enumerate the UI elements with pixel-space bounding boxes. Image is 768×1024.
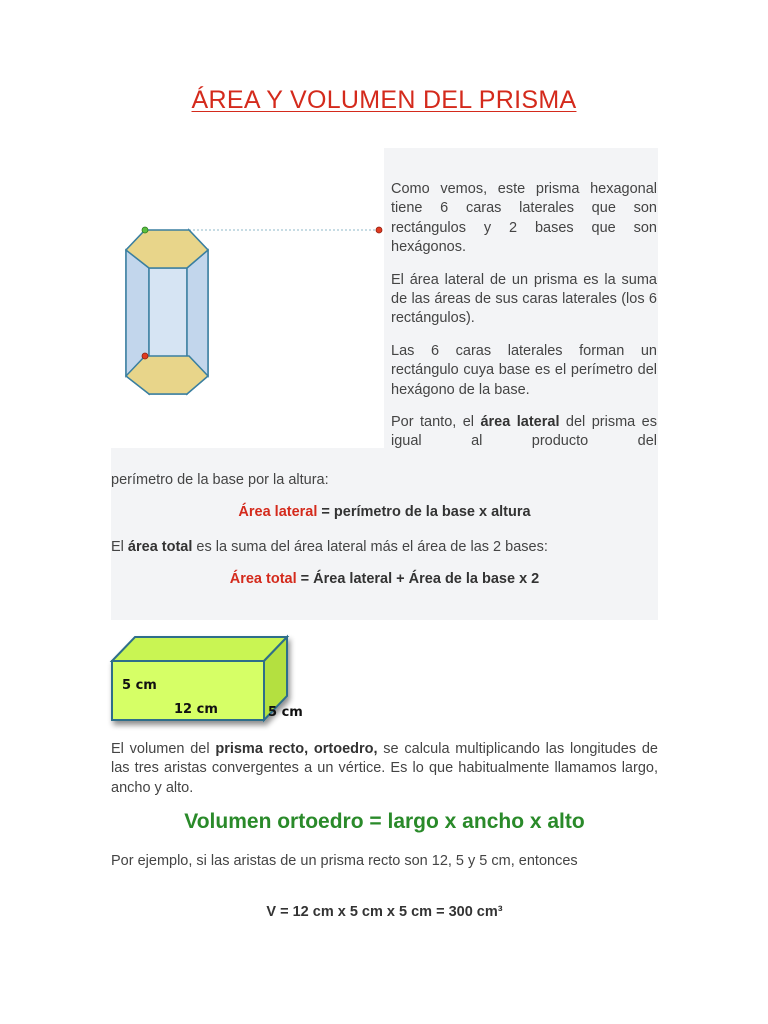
box-label-depth: 5 cm bbox=[268, 705, 303, 720]
intro-paragraph-3: Las 6 caras laterales forman un rectángulo cuya base es el perímetro del hexágono de la base. bbox=[391, 342, 657, 398]
total-text-start: El bbox=[111, 539, 128, 555]
formula-lateral-term: Área lateral bbox=[238, 504, 318, 520]
intro-paragraph-4-continuation: perímetro de la base por la altura: bbox=[111, 472, 329, 488]
example-paragraph: Por ejemplo, si las aristas de un prisma recto son 12, 5 y 5 cm, entonces bbox=[111, 853, 578, 869]
formula-lateral-rest: = perímetro de la base x altura bbox=[317, 504, 531, 520]
intro-p4-end: del prisma es igual al producto del bbox=[391, 414, 657, 450]
volume-text-bold: prisma recto, ortoedro, bbox=[215, 741, 378, 757]
box-label-height: 5 cm bbox=[122, 678, 157, 693]
total-text-bold: área total bbox=[127, 539, 193, 555]
total-text-end: es la suma del área lateral más el área de las 2 bases: bbox=[192, 539, 548, 555]
intro-paragraph-1: Como vemos, este prisma hexagonal tiene 6 caras laterales que son rectángulos y 2 bases que son hexágonos. bbox=[391, 181, 657, 256]
intro-paragraph-2: El área lateral de un prisma es la suma de las áreas de sus caras laterales (los 6 rectángulos). bbox=[391, 271, 657, 327]
page-title: ÁREA Y VOLUMEN DEL PRISMA bbox=[191, 86, 577, 114]
example-formula: V = 12 cm x 5 cm x 5 cm = 300 cm³ bbox=[266, 904, 503, 920]
volume-paragraph bbox=[111, 740, 658, 798]
intro-p4-start: Por tanto, el bbox=[391, 414, 481, 431]
intro-p4-bold: área lateral bbox=[480, 414, 560, 431]
volume-formula: Volumen ortoedro = largo x ancho x alto bbox=[184, 810, 585, 833]
formula-total-rest: = Área lateral + Área de la base x 2 bbox=[296, 571, 540, 587]
volume-text-start: El volumen del bbox=[111, 741, 216, 757]
formula-total-term: Área total bbox=[229, 571, 297, 587]
volume-text-end: se calcula multiplicando las longitudes de las tres aristas convergentes a un vértice. Es lo que habitualmente llamamos largo, ancho y alto. bbox=[111, 741, 658, 796]
box-top-face bbox=[112, 637, 287, 661]
box-label-length: 12 cm bbox=[174, 702, 218, 717]
